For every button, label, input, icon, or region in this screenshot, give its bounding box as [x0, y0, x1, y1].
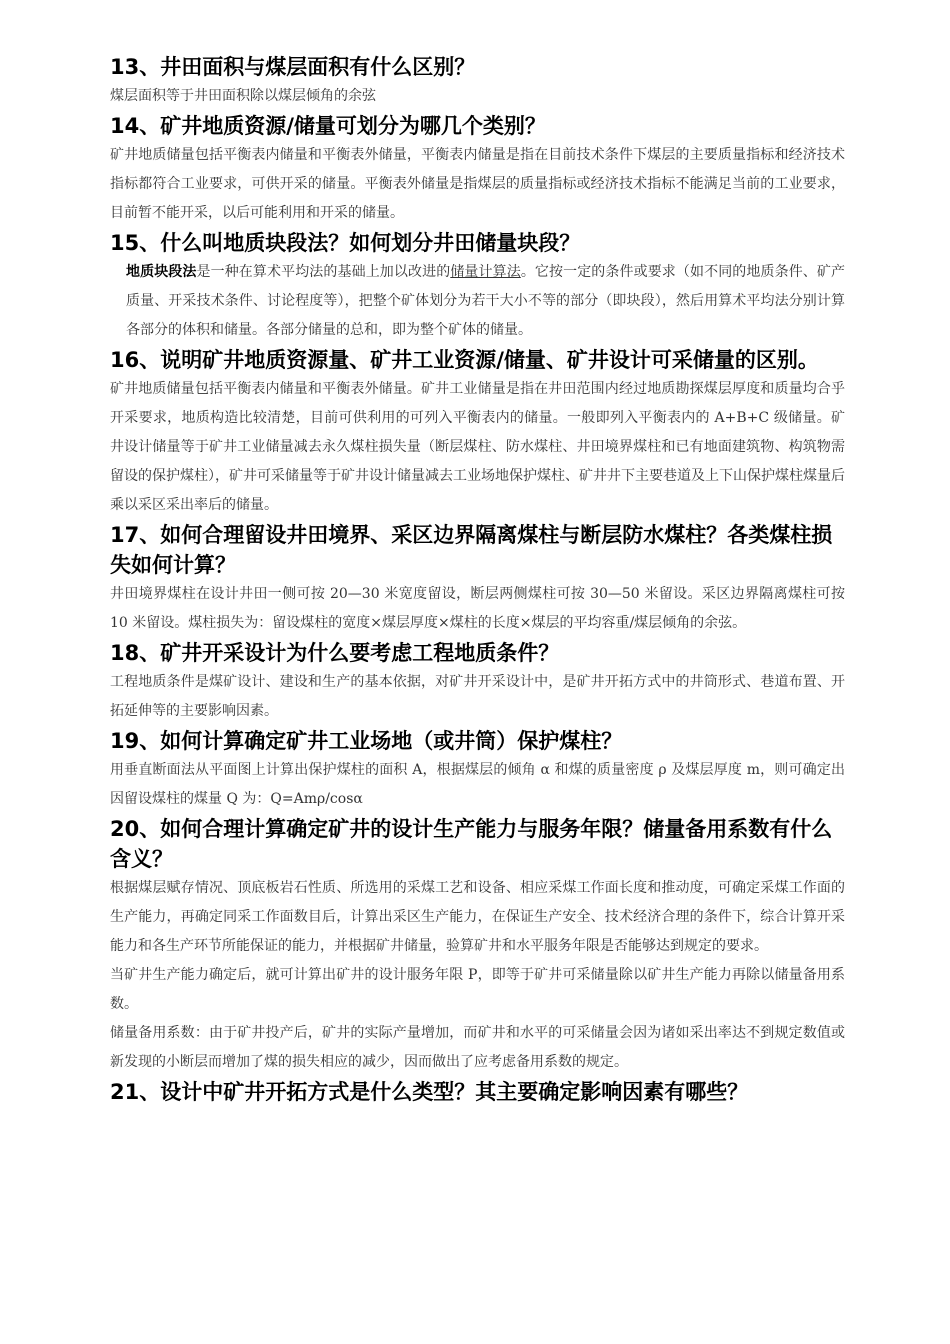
section-heading: 20、如何合理计算确定矿井的设计生产能力与服务年限？储量备用系数有什么含义？ [110, 817, 833, 871]
term-highlight: 地质块段法 [126, 264, 197, 280]
section-heading: 21、设计中矿井开拓方式是什么类型？其主要确定影响因素有哪些？ [110, 1080, 749, 1104]
section-15 [110, 228, 845, 345]
section-paragraph: 矿井地质储量包括平衡表内储量和平衡表外储量，平衡表内储量是指在目前技术条件下煤层的主要质量指标和经济技术指标都符合工业要求，可供开采的储量。平衡表外储量是指煤层的质量指标或经济技术指标不能满足当前的工业要求，目前暂不能开采，以后可能利用和开采的储量。 [110, 147, 845, 221]
section-paragraph: 用垂直断面法从平面图上计算出保护煤柱的面积 A，根据煤层的倾角 α 和煤的质量密度 ρ 及煤层厚度 m，则可确定出因留设煤柱的煤量 Q 为：Q=Amρ/cosα [110, 762, 845, 807]
section-paragraph: 煤层面积等于井田面积除以煤层倾角的余弦 [110, 88, 376, 104]
section-17 [110, 520, 845, 638]
section-21 [110, 1077, 845, 1107]
document-content [110, 52, 845, 1107]
section-heading: 18、矿井开采设计为什么要考虑工程地质条件？ [110, 641, 560, 665]
section-paragraph: 储量备用系数：由于矿井投产后，矿井的实际产量增加，而矿井和水平的可采储量会因为诸如采出率达不到规定数值或新发现的小断层而增加了煤的损失相应的减少，因而做出了应考虑备用系数的规定。 [110, 1025, 845, 1070]
section-heading: 19、如何计算确定矿井工业场地（或井筒）保护煤柱？ [110, 729, 623, 753]
section-14 [110, 111, 845, 228]
section-paragraph: 工程地质条件是煤矿设计、建设和生产的基本依据，对矿井开采设计中，是矿井开拓方式中的井筒形式、巷道布置、开拓延伸等的主要影响因素。 [110, 674, 845, 719]
section-paragraph: 井田境界煤柱在设计井田一侧可按 20—30 米宽度留设，断层两侧煤柱可按 30—50 米留设。采区边界隔离煤柱可按 10 米留设。煤柱损失为：留设煤柱的宽度×煤层厚度×煤柱的长度×煤层的平均容重/煤层倾角的余弦。 [110, 586, 845, 631]
section-13 [110, 52, 845, 111]
section-19 [110, 726, 845, 814]
section-heading: 17、如何合理留设井田境界、采区边界隔离煤柱与断层防水煤柱？各类煤柱损失如何计算？ [110, 523, 833, 577]
paragraph-text: 。它按一定的条件或要求（如不同的地质条件、矿产质量、开采技术条件、讨论程度等），把整个矿体划分为若干大小不等的部分（即块段），然后用算术平均法分别计算各部分的体积和储量。各部分储量的总和，即为整个矿体的储量。 [126, 264, 846, 338]
section-paragraph [110, 258, 845, 345]
section-heading: 16、说明矿井地质资源量、矿井工业资源/储量、矿井设计可采储量的区别。 [110, 348, 819, 372]
section-paragraph: 根据煤层赋存情况、顶底板岩石性质、所选用的采煤工艺和设备、相应采煤工作面长度和推动度，可确定采煤工作面的生产能力，再确定同采工作面数目后，计算出采区生产能力，在保证生产安全、技术经济合理的条件下，综合计算开采能力和各生产环节所能保证的能力，并根据矿井储量，验算矿井和水平服务年限是否能够达到规定的要求。 [110, 880, 845, 954]
section-heading: 13、井田面积与煤层面积有什么区别？ [110, 55, 476, 79]
section-18 [110, 638, 845, 726]
section-16 [110, 345, 845, 520]
section-paragraph: 矿井地质储量包括平衡表内储量和平衡表外储量。矿井工业储量是指在井田范围内经过地质勘探煤层厚度和质量均合乎开采要求，地质构造比较清楚，目前可供利用的可列入平衡表内的储量。一般即列入平衡表内的 A+B+C 级储量。矿井设计储量等于矿井工业储量减去永久煤柱损失量（断层煤柱、防水煤柱、井田境界煤柱和已有地面建筑物、构筑物需留设的保护煤柱），矿井可采储量等于矿井设计储量减去工业场地保护煤柱、矿井井下主要巷道及上下山保护煤柱煤量后乘以采区采出率后的储量。 [110, 381, 845, 513]
paragraph-text: 是一种在算术平均法的基础上加以改进的 [196, 264, 451, 280]
section-20 [110, 814, 845, 1077]
section-heading: 15、什么叫地质块段法？如何划分井田储量块段？ [110, 231, 581, 255]
reserve-calc-link[interactable]: 储量计算法 [450, 264, 521, 280]
section-paragraph: 当矿井生产能力确定后，就可计算出矿井的设计服务年限 P，即等于矿井可采储量除以矿井生产能力再除以储量备用系数。 [110, 967, 845, 1012]
section-heading: 14、矿井地质资源/储量可划分为哪几个类别？ [110, 114, 546, 138]
